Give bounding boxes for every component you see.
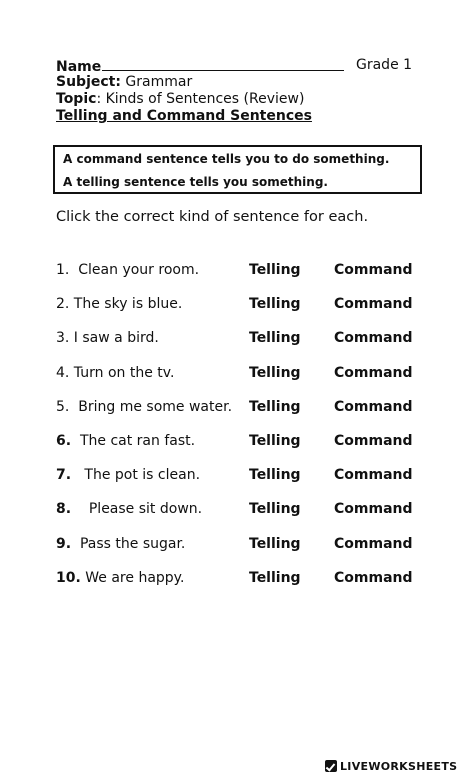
grade-label: Grade 1 [356, 57, 413, 73]
question-row [0, 262, 474, 282]
subject-row [56, 73, 192, 91]
topic-row [56, 90, 304, 108]
telling-option[interactable]: Telling [249, 433, 301, 449]
question-sentence [56, 399, 232, 415]
command-option[interactable]: Command [334, 535, 413, 552]
question-number: 7. [56, 467, 72, 484]
question-text: Pass the sugar. [71, 535, 186, 552]
question-number: 6. [56, 433, 72, 449]
question-text: Bring me some water. [69, 398, 233, 415]
question-sentence [56, 501, 202, 517]
command-option[interactable]: Command [334, 569, 413, 586]
logo-text: LIVEWORKSHEETS [340, 759, 458, 773]
question-row [0, 365, 474, 385]
question-sentence [56, 365, 174, 381]
telling-option[interactable]: Telling [249, 330, 301, 347]
question-row [0, 296, 474, 316]
question-row [0, 330, 474, 350]
question-number: 2. [56, 296, 70, 313]
question-text: The cat ran fast. [71, 433, 196, 449]
question-sentence [56, 536, 185, 552]
question-number: 10. [56, 569, 81, 586]
instructions: Click the correct kind of sentence for each. [56, 209, 369, 225]
question-sentence [56, 433, 195, 449]
command-option[interactable]: Command [334, 296, 413, 313]
telling-option[interactable]: Telling [249, 262, 301, 278]
question-text: Please sit down. [71, 501, 203, 518]
question-row [0, 570, 474, 590]
question-row [0, 399, 474, 419]
subject-value: Grammar [120, 74, 193, 90]
telling-option[interactable]: Telling [249, 364, 301, 381]
definition-box [53, 145, 422, 194]
liveworksheets-logo [325, 758, 457, 774]
name-label: Name [56, 59, 102, 75]
question-sentence [56, 467, 200, 483]
telling-option[interactable]: Telling [249, 467, 301, 484]
telling-option[interactable]: Telling [249, 569, 301, 586]
topic-value: : Kinds of Sentences (Review) [96, 91, 305, 107]
question-text: The sky is blue. [69, 296, 183, 313]
command-option[interactable]: Command [334, 433, 413, 449]
question-number: 1. [56, 262, 70, 278]
question-sentence [56, 296, 182, 312]
question-number: 3. [56, 330, 70, 347]
command-option[interactable]: Command [334, 262, 413, 278]
topic-label: Topic [56, 91, 97, 107]
question-row [0, 501, 474, 521]
command-option[interactable]: Command [334, 330, 413, 347]
command-option[interactable]: Command [334, 501, 413, 518]
question-text: We are happy. [80, 569, 185, 586]
question-text: I saw a bird. [69, 330, 159, 347]
question-sentence [56, 262, 199, 278]
command-option[interactable]: Command [334, 398, 413, 415]
question-number: 4. [56, 364, 70, 381]
telling-definition: A telling sentence tells you something. [63, 175, 328, 189]
subject-label: Subject: [56, 74, 121, 90]
question-number: 9. [56, 535, 72, 552]
command-definition: A command sentence tells you to do something. [63, 152, 390, 166]
telling-option[interactable]: Telling [249, 501, 301, 518]
worksheet-title: Telling and Command Sentences [56, 108, 312, 124]
question-text: Turn on the tv. [69, 364, 175, 381]
command-option[interactable]: Command [334, 364, 413, 381]
question-row [0, 433, 474, 453]
check-icon [325, 760, 337, 772]
question-sentence [56, 570, 184, 586]
question-text: The pot is clean. [71, 467, 201, 484]
question-sentence [56, 330, 159, 346]
question-number: 5. [56, 398, 70, 415]
question-row [0, 467, 474, 487]
telling-option[interactable]: Telling [249, 398, 301, 415]
command-option[interactable]: Command [334, 467, 413, 484]
question-number: 8. [56, 501, 72, 518]
question-row [0, 536, 474, 556]
name-blank-line [102, 56, 344, 71]
question-text: Clean your room. [69, 262, 200, 278]
telling-option[interactable]: Telling [249, 535, 301, 552]
telling-option[interactable]: Telling [249, 296, 301, 313]
